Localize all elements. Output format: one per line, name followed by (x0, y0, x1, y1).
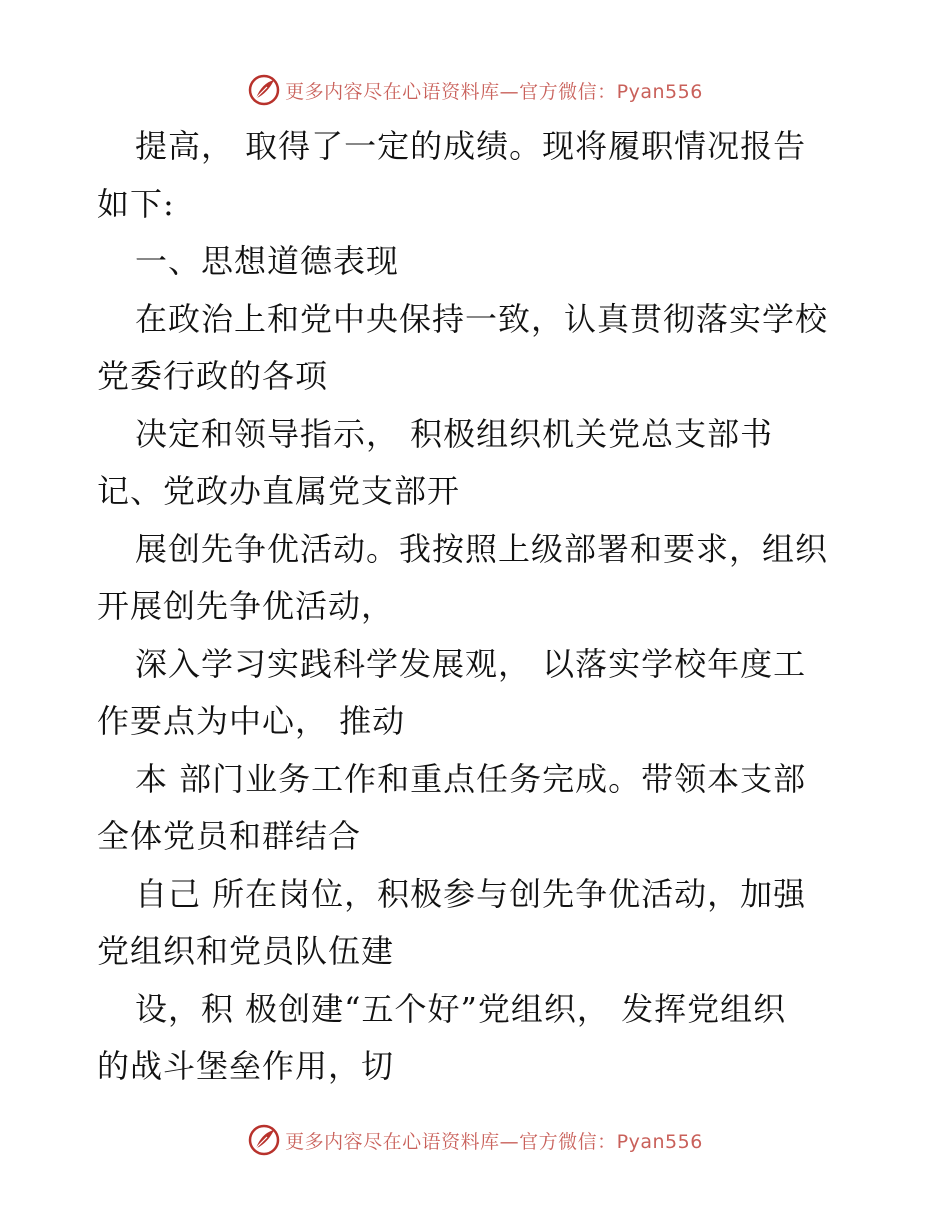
text-line: 展创先争优活动。我按照上级部署和要求，组织 (135, 529, 829, 568)
watermark-text: 更多内容尽在心语资料库—官方微信：Pyan556 (285, 1130, 703, 1153)
text-line: 全体党员和群结合 (97, 817, 362, 855)
text-line: 的战斗堡垒作用，切 (97, 1047, 395, 1085)
text-line: 记、党政办直属党支部开 (97, 472, 461, 510)
feather-pen-icon (247, 73, 281, 107)
feather-pen-icon (247, 1123, 281, 1157)
text-line: 深入学习实践科学发展观， 以落实学校年度工 (135, 644, 807, 683)
section-heading: 一、思想道德表现 (135, 242, 400, 280)
footer-watermark (0, 1120, 950, 1160)
watermark-text: 更多内容尽在心语资料库—官方微信：Pyan556 (285, 80, 703, 103)
text-line: 党委行政的各项 (97, 357, 329, 395)
text-line: 决定和领导指示， 积极组织机关党总支部书 (135, 414, 774, 453)
text-line: 在政治上和党中央保持一致，认真贯彻落实学校 (135, 299, 829, 338)
text-line: 如下: (97, 184, 175, 223)
text-line: 设，积 极创建“五个好”党组织， 发挥党组织 (135, 989, 787, 1028)
text-line: 作要点为中心， 推动 (97, 702, 406, 740)
text-line: 党组织和党员队伍建 (97, 932, 395, 970)
header-watermark (0, 70, 950, 110)
document-body (97, 118, 867, 1096)
text-line: 开展创先争优活动， (97, 587, 395, 625)
text-line: 提高， 取得了一定的成绩。现将履职情况报告 (135, 127, 807, 165)
text-line: 本 部门业务工作和重点任务完成。带领本支部 (135, 759, 807, 798)
text-line: 自己 所在岗位，积极参与创先争优活动，加强 (135, 874, 807, 913)
